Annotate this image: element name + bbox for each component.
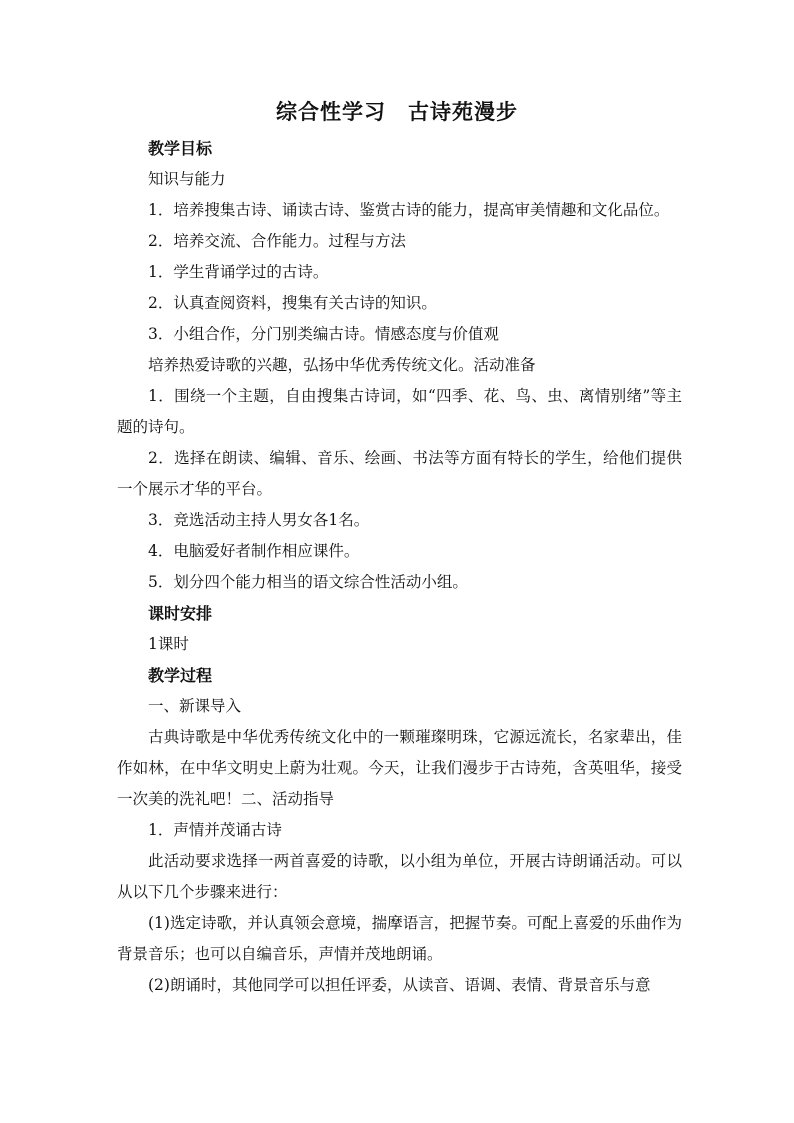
paragraph: (2)朗诵时，其他同学可以担任评委，从读音、语调、表情、背景音乐与意 <box>148 976 651 994</box>
paragraph: 2．培养交流、合作能力。过程与方法 <box>148 232 406 250</box>
paragraph: 知识与能力 <box>148 170 226 188</box>
paragraph: 1．围绕一个主题，自由搜集古诗词，如“四季、花、鸟、虫、离情别绪”等主题的诗句。 <box>117 387 682 436</box>
section-heading-objectives: 教学目标 <box>148 139 213 158</box>
section-heading-process: 教学过程 <box>148 666 213 685</box>
paragraph: 2．认真查阅资料，搜集有关古诗的知识。 <box>148 294 437 312</box>
document-title: 综合性学习 古诗苑漫步 <box>276 99 518 124</box>
section-heading-schedule: 课时安排 <box>148 604 213 623</box>
paragraph: 1．学生背诵学过的古诗。 <box>148 263 329 281</box>
paragraph: 1课时 <box>148 635 189 653</box>
paragraph: 培养热爱诗歌的兴趣，弘扬中华优秀传统文化。活动准备 <box>148 356 536 374</box>
paragraph: 古典诗歌是中华优秀传统文化中的一颗璀璨明珠，它源远流长，名家辈出，佳作如林，在中华文明史上蔚为壮观。今天，让我们漫步于古诗苑，含英咀华，接受一次美的洗礼吧！二、活动指导 <box>117 728 682 808</box>
paragraph: 2．选择在朗读、编辑、音乐、绘画、书法等方面有特长的学生，给他们提供一个展示才华的平台。 <box>117 449 682 498</box>
paragraph: (1)选定诗歌，并认真领会意境，揣摩语言，把握节奏。可配上喜爱的乐曲作为背景音乐；也可以自编音乐，声情并茂地朗诵。 <box>117 914 682 963</box>
document-body <box>117 133 682 1001</box>
paragraph: 3．竞选活动主持人男女各1名。 <box>148 511 370 529</box>
paragraph: 一、新课导入 <box>148 697 242 715</box>
paragraph: 1．声情并茂诵古诗 <box>148 821 282 839</box>
paragraph: 3．小组合作，分门别类编古诗。情感态度与价值观 <box>148 325 499 343</box>
paragraph: 此活动要求选择一两首喜爱的诗歌，以小组为单位，开展古诗朗诵活动。可以从以下几个步骤来进行： <box>117 852 682 901</box>
paragraph: 1．培养搜集古诗、诵读古诗、鉴赏古诗的能力，提高审美情趣和文化品位。 <box>148 201 670 219</box>
paragraph: 4．电脑爱好者制作相应课件。 <box>148 542 360 560</box>
paragraph: 5．划分四个能力相当的语文综合性活动小组。 <box>148 573 468 591</box>
